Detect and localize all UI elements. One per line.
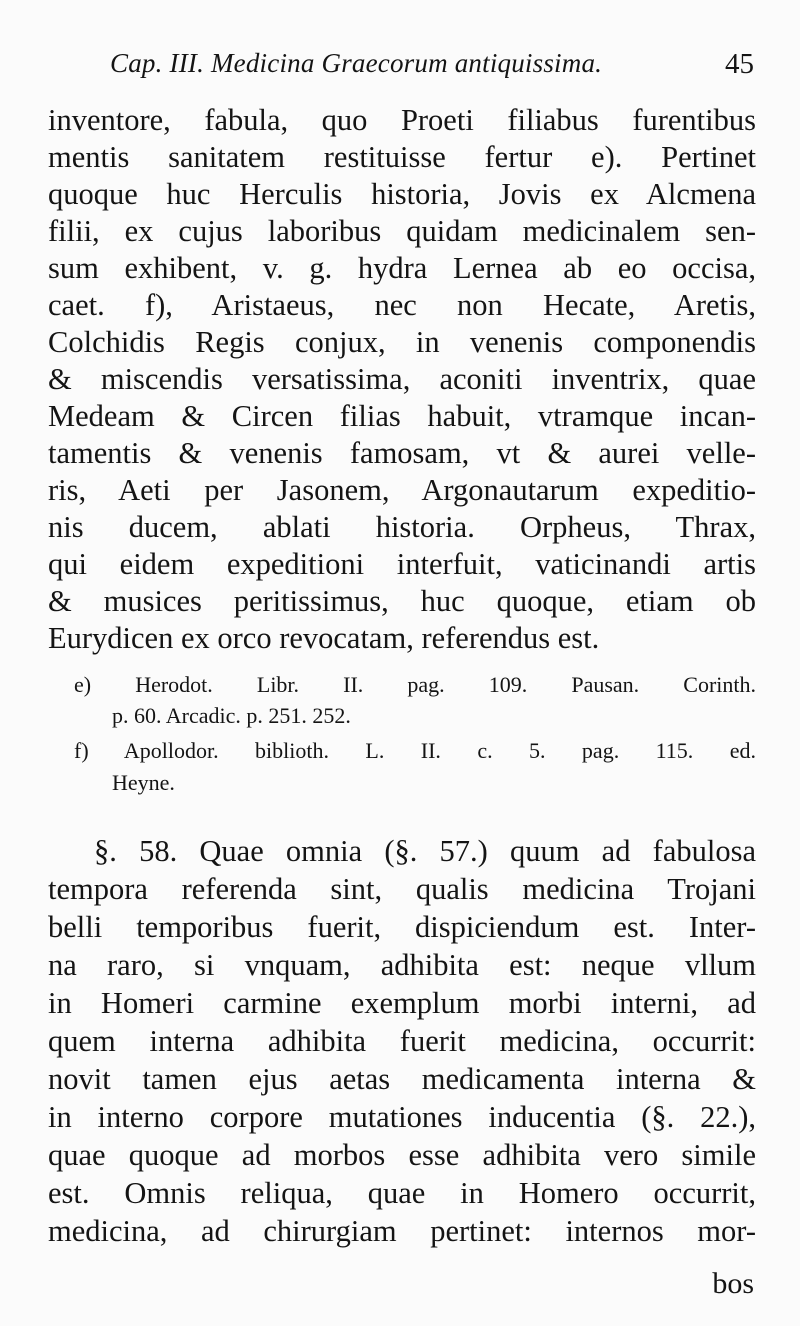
text-line: in Homeri carmine exemplum morbi interni, ad bbox=[48, 986, 756, 1020]
text-line: Colchidis Regis conjux, in venenis componendis bbox=[48, 325, 756, 359]
text-line: caet. f), Aristaeus, nec non Hecate, Aretis, bbox=[48, 288, 756, 322]
text-line: filii, ex cujus laboribus quidam medicinalem sen- bbox=[48, 214, 756, 248]
text-line: est. Omnis reliqua, quae in Homero occurrit, bbox=[48, 1176, 756, 1210]
text-line: Medeam & Circen filias habuit, vtramque incan- bbox=[48, 399, 756, 433]
section-heading-line: §. 58. Quae omnia (§. 57.) quum ad fabulosa bbox=[94, 834, 756, 868]
text-line: & miscendis versatissima, aconiti inventrix, quae bbox=[48, 362, 756, 396]
text-line: belli temporibus fuerit, dispiciendum est. Inter- bbox=[48, 910, 756, 944]
text-line: Eurydicen ex orco revocatam, referendus est. bbox=[48, 621, 600, 655]
text-line: tamentis & venenis famosam, vt & aurei velle- bbox=[48, 436, 756, 470]
text-line: nis ducem, ablati historia. Orpheus, Thrax, bbox=[48, 510, 756, 544]
footnote-e-line: p. 60. Arcadic. p. 251. 252. bbox=[112, 703, 351, 728]
catchword: bos bbox=[712, 1267, 754, 1300]
text-line: inventore, fabula, quo Proeti filiabus furentibus bbox=[48, 103, 756, 137]
text-line: novit tamen ejus aetas medicamenta interna & bbox=[48, 1062, 756, 1096]
text-line: na raro, si vnquam, adhibita est: neque vllum bbox=[48, 948, 756, 982]
text-line: qui eidem expeditioni interfuit, vaticinandi artis bbox=[48, 547, 756, 581]
text-line: quem interna adhibita fuerit medicina, occurrit: bbox=[48, 1024, 756, 1058]
footnote-f-line: Heyne. bbox=[112, 770, 175, 795]
text-line: quae quoque ad morbos esse adhibita vero simile bbox=[48, 1138, 756, 1172]
text-line: & musices peritissimus, huc quoque, etiam ob bbox=[48, 584, 756, 618]
page-number: 45 bbox=[725, 48, 754, 80]
text-line: quoque huc Herculis historia, Jovis ex Alcmena bbox=[48, 177, 756, 211]
text-line: tempora referenda sint, qualis medicina Trojani bbox=[48, 872, 756, 906]
running-header bbox=[48, 44, 760, 84]
footnote-e-line: e) Herodot. Libr. II. pag. 109. Pausan. Corinth. bbox=[74, 672, 756, 697]
text-line: medicina, ad chirurgiam pertinet: internos mor- bbox=[48, 1214, 756, 1248]
text-line: mentis sanitatem restituisse fertur e). Pertinet bbox=[48, 140, 756, 174]
text-line: in interno corpore mutationes inducentia (§. 22.), bbox=[48, 1100, 756, 1134]
text-line: ris, Aeti per Jasonem, Argonautarum expeditio- bbox=[48, 473, 756, 507]
text-line: sum exhibent, v. g. hydra Lernea ab eo occisa, bbox=[48, 251, 756, 285]
running-title: Cap. III. Medicina Graecorum antiquissima. bbox=[110, 48, 603, 78]
footnote-f-line: f) Apollodor. biblioth. L. II. c. 5. pag. 115. ed. bbox=[74, 738, 756, 763]
